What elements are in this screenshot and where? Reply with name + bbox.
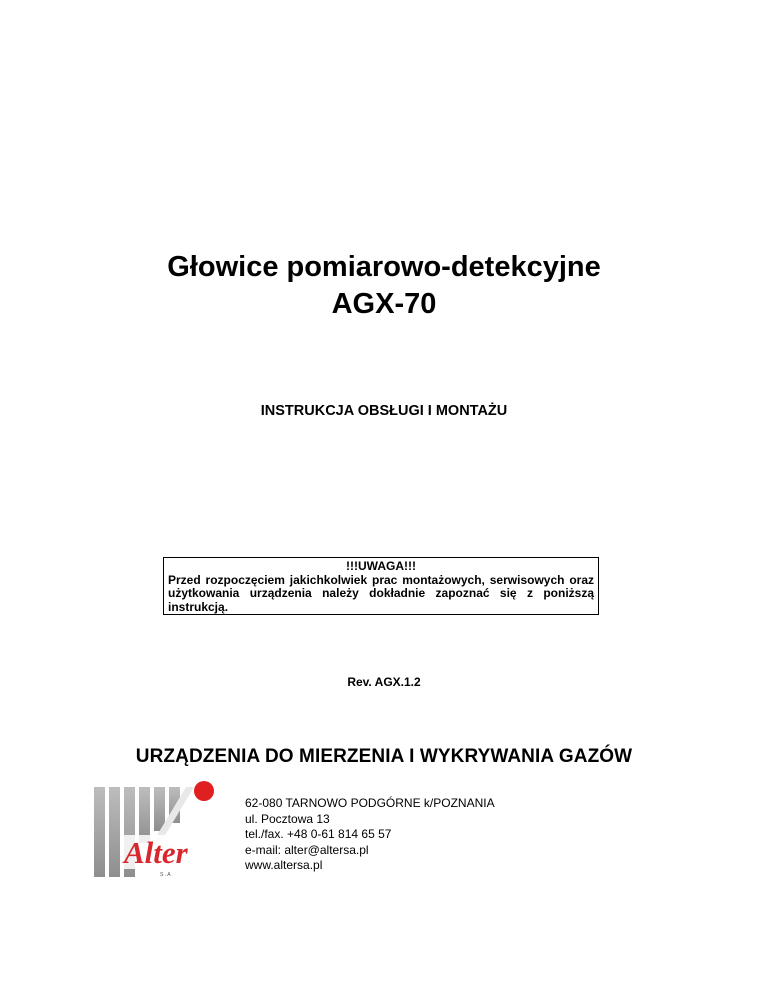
logo-bar: [94, 787, 105, 877]
product-model: AGX-70: [331, 288, 437, 320]
document-title: Głowice pomiarowo-detekcyjne: [167, 251, 601, 283]
warning-heading: !!!UWAGA!!!: [346, 559, 416, 573]
logo-text: Alter: [124, 835, 188, 870]
logo-bar: [154, 787, 165, 831]
logo-suffix: S . A: [160, 872, 171, 878]
email: e-mail: alter@altersa.pl: [245, 842, 369, 857]
address-line-1: 62-080 TARNOWO PODGÓRNE k/POZNANIA: [245, 796, 495, 810]
logo-dot: [194, 781, 214, 801]
alter-logo-graphic: [90, 777, 220, 881]
logo-bar: [109, 787, 120, 877]
warning-box: [163, 557, 599, 615]
company-tagline: URZĄDZENIA DO MIERZENIA I WYKRYWANIA GAZÓW: [135, 746, 633, 767]
phone-fax: tel./fax. +48 0-61 814 65 57: [245, 827, 392, 841]
alter-logo: [90, 777, 220, 881]
document-subtitle: INSTRUKCJA OBSŁUGI I MONTAŻU: [260, 403, 508, 419]
revision-label: Rev. AGX.1.2: [347, 675, 421, 689]
contact-block: [245, 796, 495, 874]
warning-text: Przed rozpoczęciem jakichkolwiek prac montażowych, serwisowych oraz użytkowania urządzenia należy dokładnie zapoznać się z poniższą instrukcją.: [168, 572, 594, 614]
address-line-2: ul. Pocztowa 13: [245, 811, 330, 826]
website: www.altersa.pl: [245, 858, 323, 872]
